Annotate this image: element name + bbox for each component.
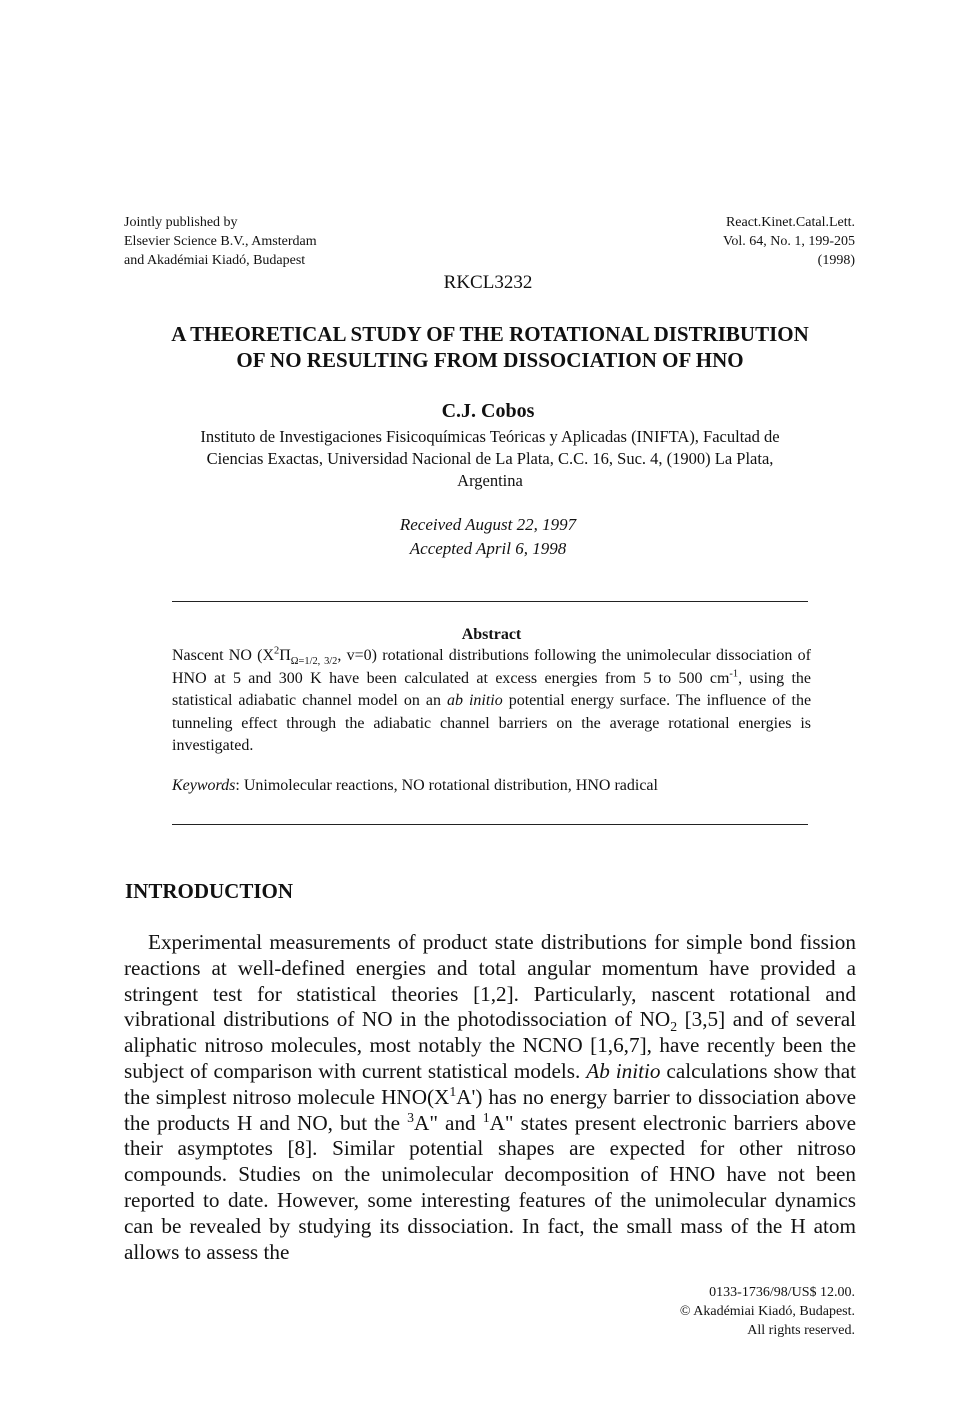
abstract-heading: Abstract — [461, 626, 522, 643]
intro-paragraph: Experimental measurements of product state distributions for simple bond fission reactions at well-defined energies and total angular momentum have provided a stringent test for statistical theories [1,2]. Particularly, nascent rotational and vibrational distributions of NO in the photodissociation of $NO_2$ [3,5] and of several aliphatic nitroso molecules, most notably the NCNO [1,6,7], have recently been the subject of comparison with current statistical models. Ab initio calculations show that the simplest nitroso molecule $HNO(X^1A')$ has no energy barrier to dissociation above the products H and NO, but the $^3$A" and $^1$A" states present electronic barriers above their asymptotes [8]. Similar potential shapes are expected for other nitroso compounds. Studies on the unimolecular decomposition of HNO have not been reported to date. However, some interesting features of the unimolecular dynamics can be revealed by studying its dissociation. In fact, the small mass of the H atom allows to assess the — [124, 930, 857, 1264]
publisher-info — [124, 213, 444, 270]
accepted-date: Accepted April 6, 1998 — [409, 539, 567, 558]
intro-body — [124, 930, 856, 1265]
copyright: © Akadémiai Kiadó, Budapest. — [679, 1304, 855, 1319]
affiliation-line-2: Ciencias Exactas, Universidad Nacional de La Plata, C.C. 16, Suc. 4, (1900) La Plata, — [206, 449, 774, 468]
paper-title — [100, 321, 880, 373]
copyright-footer — [555, 1283, 855, 1340]
affiliation — [100, 426, 880, 492]
section-heading: INTRODUCTION — [125, 879, 294, 903]
keywords-text: : Unimolecular reactions, NO rotational distribution, HNO radical — [235, 776, 658, 794]
author: C.J. Cobos — [441, 400, 535, 422]
received-date: Received August 22, 1997 — [399, 515, 577, 534]
publisher-line: and Akadémiai Kiadó, Budapest — [124, 253, 306, 268]
dates — [288, 513, 688, 561]
issn-price: 0133-1736/98/US$ 12.00. — [709, 1285, 855, 1300]
article-code: RKCL3232 — [443, 272, 533, 293]
journal-volume: Vol. 64, No. 1, 199-205 — [723, 234, 855, 249]
publisher-line: Jointly published by — [124, 215, 238, 230]
rights: All rights reserved. — [747, 1323, 855, 1338]
journal-info — [600, 213, 855, 270]
abstract-bottom-rule — [172, 824, 808, 825]
affiliation-line-1: Instituto de Investigaciones Fisicoquímicas Teóricas y Aplicadas (INIFTA), Facultad de — [200, 427, 780, 446]
title-line-2: OF NO RESULTING FROM DISSOCIATION OF HNO — [236, 348, 744, 372]
affiliation-line-3: Argentina — [457, 471, 523, 490]
keywords-label: Keywords — [172, 776, 236, 794]
abstract — [172, 626, 811, 797]
journal-name: React.Kinet.Catal.Lett. — [725, 215, 855, 230]
abstract-top-rule — [172, 601, 808, 602]
title-line-1: A THEORETICAL STUDY OF THE ROTATIONAL DISTRIBUTION — [171, 322, 809, 346]
journal-year: (1998) — [817, 253, 855, 268]
abstract-text: Nascent NO ($X^2\Pi_{\Omega=1/2, 3/2}$, v=0) rotational distributions following the unimolecular dissociation of HNO at 5 and 300 K have been calculated at excess energies from 5 to 500 $cm^{-1}$, using the statistical adiabatic channel model on an ab initio potential energy surface. The influence of the tunneling effect through the adiabatic channel barriers on the average rotational energies is investigated. — [172, 645, 812, 754]
publisher-line: Elsevier Science B.V., Amsterdam — [124, 234, 317, 249]
keywords — [172, 775, 811, 798]
